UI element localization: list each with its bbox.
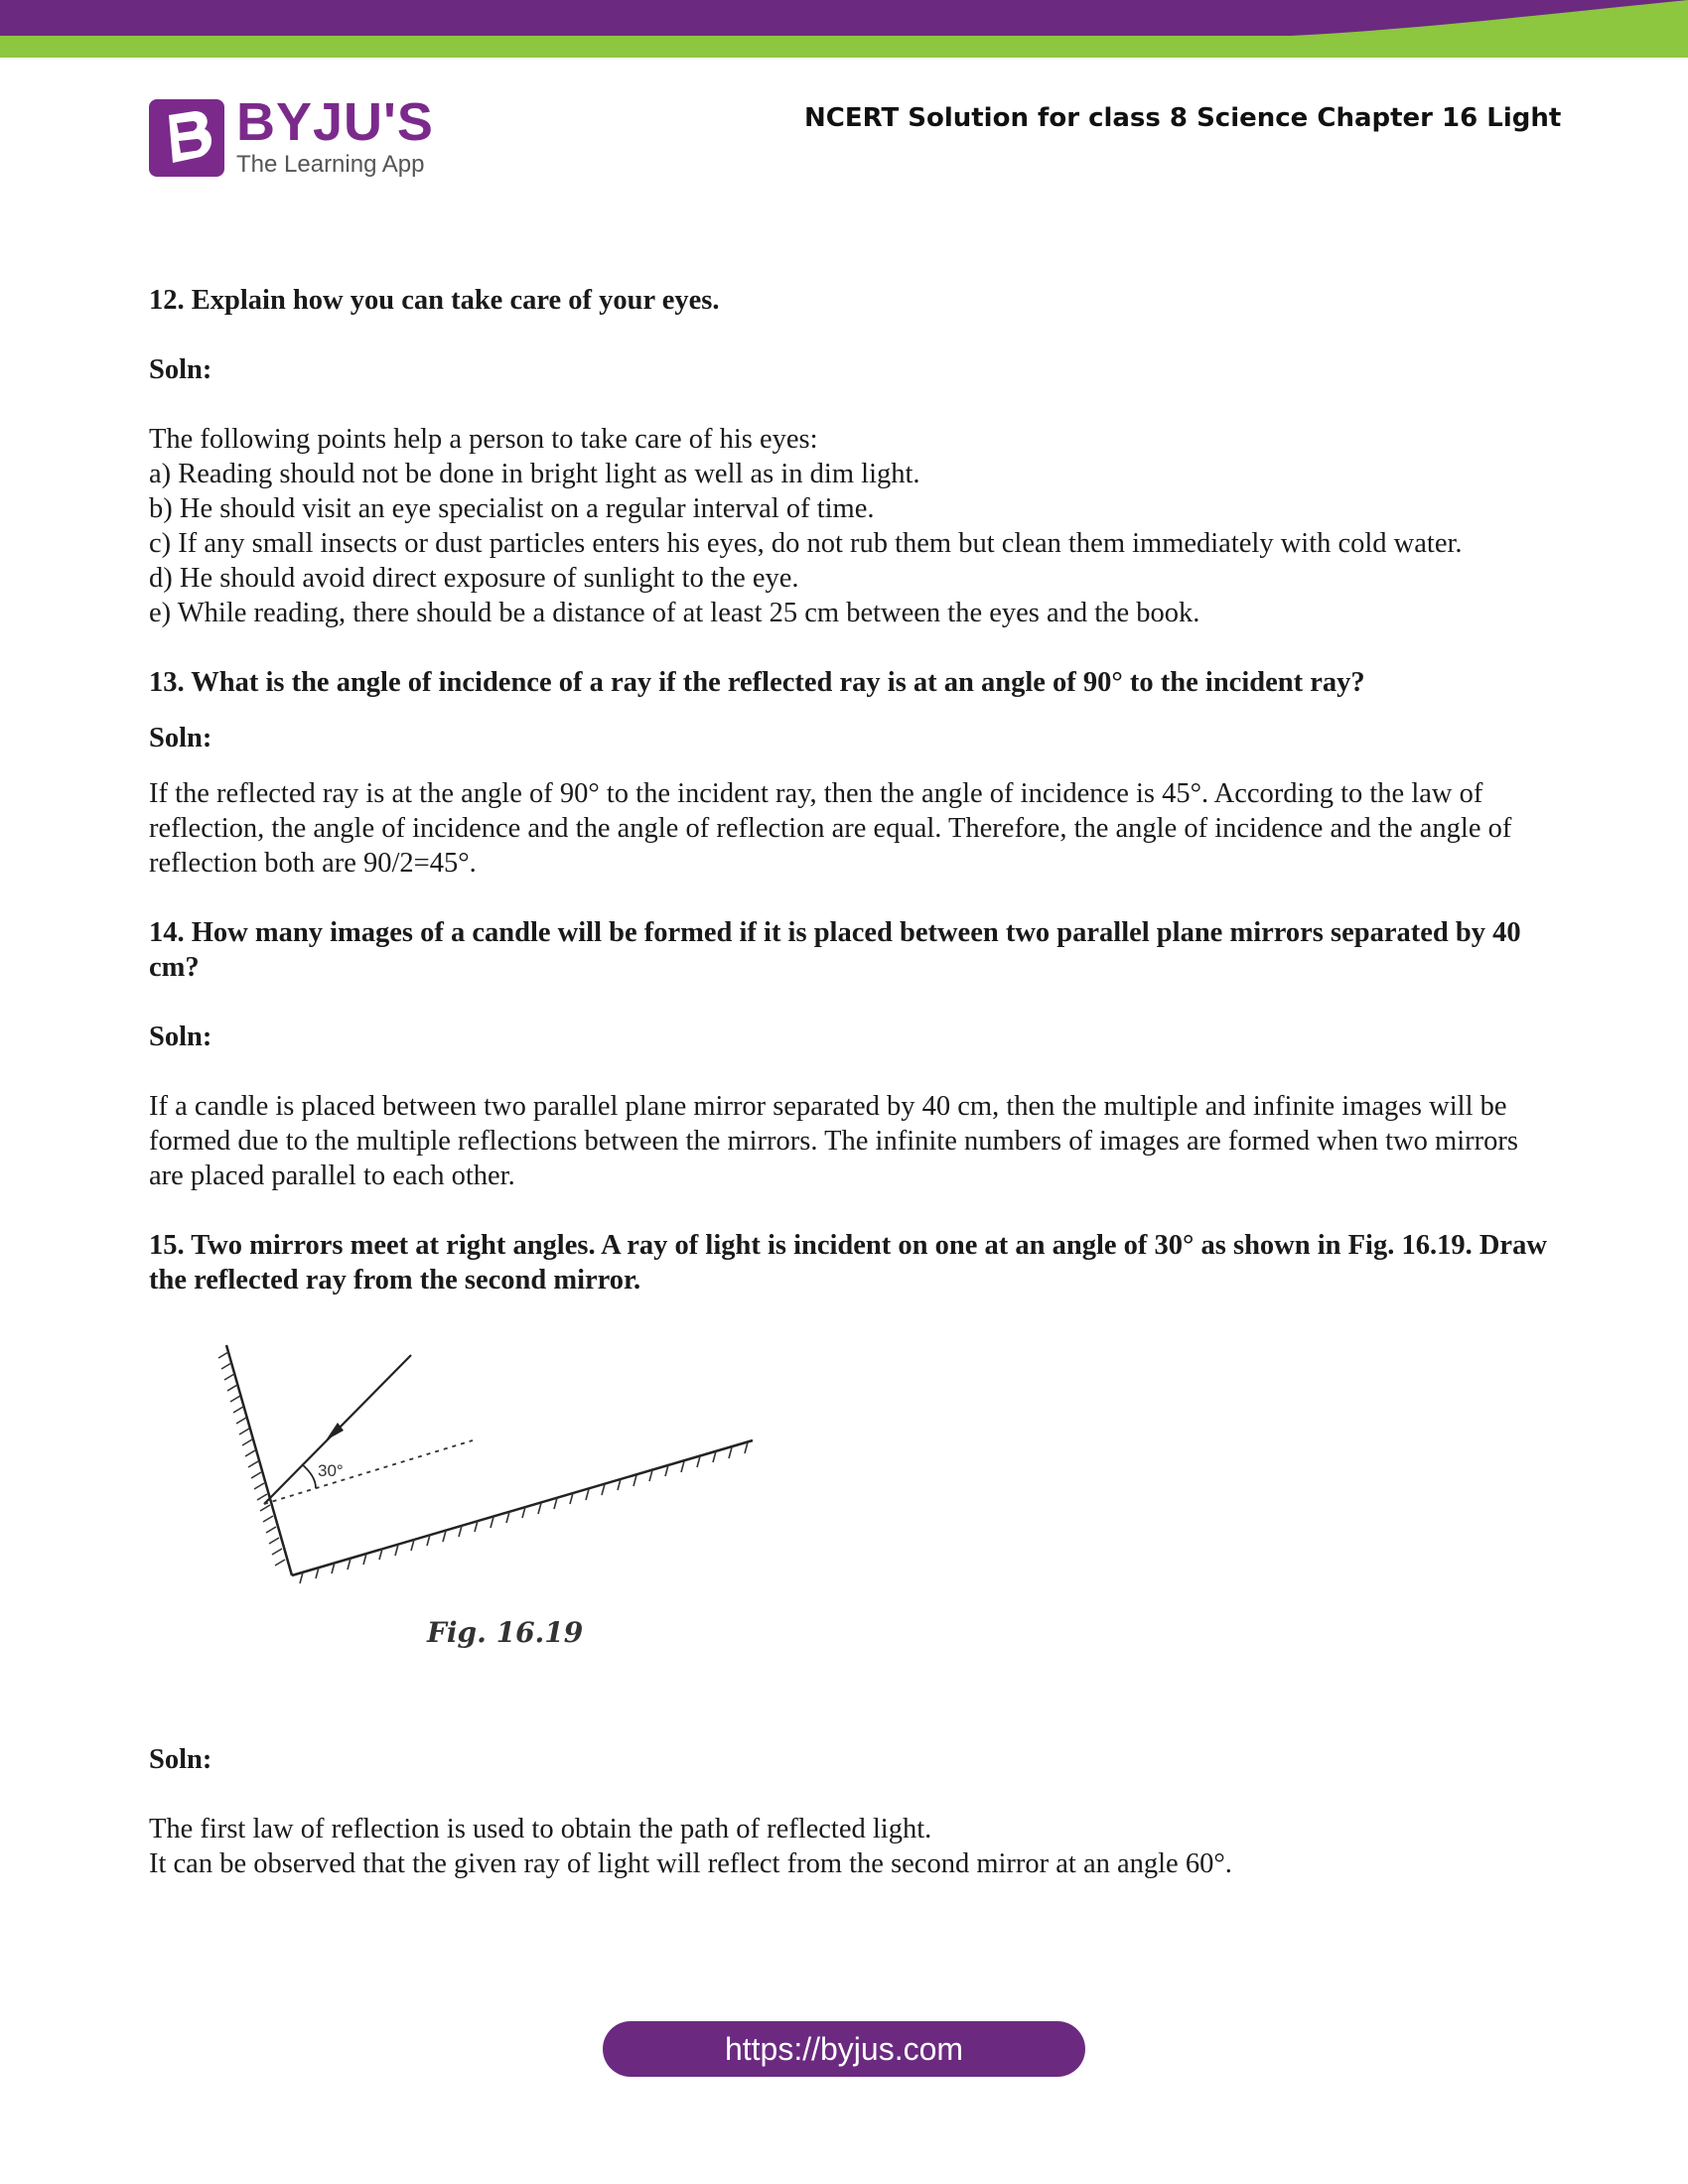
- brand-tagline: The Learning App: [236, 151, 425, 178]
- document-body: [149, 283, 1549, 1881]
- q15-answer-line-2: It can be observed that the given ray of light will reflect from the second mirror at an angle 60°.: [149, 1848, 1232, 1879]
- mirror-1: [226, 1345, 292, 1575]
- mirror-1-hatching: [218, 1352, 285, 1566]
- q12-point-c: c) If any small insects or dust particles enters his eyes, do not rub them but clean them immediately with cold water.: [149, 528, 1463, 559]
- q12-intro: The following points help a person to take care of his eyes:: [149, 424, 818, 455]
- soln-label: Soln:: [149, 723, 212, 753]
- figure-caption: Fig. 16.19: [427, 1616, 584, 1649]
- question-14: 14. How many images of a candle will be formed if it is placed between two parallel plane mirrors separated by 40 cm?: [149, 917, 1521, 983]
- angle-arc: [302, 1464, 316, 1488]
- question-15: 15. Two mirrors meet at right angles. A ray of light is incident on one at an angle of 30° as shown in Fig. 16.19. Draw the reflected ray from the second mirror.: [149, 1230, 1547, 1296]
- q14-answer: If a candle is placed between two parallel plane mirror separated by 40 cm, then the multiple and infinite images will be formed due to the multiple reflections between the mirrors. The infinite numbers of images are formed when two mirrors are placed parallel to each other.: [149, 1091, 1518, 1191]
- mirror-2: [292, 1440, 753, 1575]
- angle-label: 30°: [318, 1461, 344, 1480]
- logo-mark: [149, 99, 224, 177]
- q15-answer-line-1: The first law of reflection is used to obtain the path of reflected light.: [149, 1814, 932, 1844]
- soln-label: Soln:: [149, 1744, 212, 1775]
- soln-label: Soln:: [149, 1022, 212, 1052]
- byjus-logo: [149, 92, 447, 185]
- mirror-diagram: [179, 1325, 824, 1623]
- brand-name: BYJU'S: [236, 92, 434, 152]
- website-link-button[interactable]: https://byjus.com: [603, 2021, 1085, 2077]
- q12-point-d: d) He should avoid direct exposure of sunlight to the eye.: [149, 563, 799, 594]
- header-color-band: [0, 0, 1688, 60]
- mirror-2-hatching: [300, 1442, 748, 1583]
- q12-point-a: a) Reading should not be done in bright light as well as in dim light.: [149, 459, 920, 489]
- question-13: 13. What is the angle of incidence of a ray if the reflected ray is at an angle of 90° to the incident ray?: [149, 667, 1365, 698]
- q12-point-e: e) While reading, there should be a distance of at least 25 cm between the eyes and the book.: [149, 598, 1200, 628]
- soln-label: Soln:: [149, 354, 212, 385]
- page-header-title: NCERT Solution for class 8 Science Chapter 16 Light: [804, 103, 1562, 133]
- q12-point-b: b) He should visit an eye specialist on a regular interval of time.: [149, 493, 875, 524]
- question-12: 12. Explain how you can take care of your eyes.: [149, 285, 720, 316]
- mirror-figure: [179, 1325, 824, 1673]
- q13-answer: If the reflected ray is at the angle of 90° to the incident ray, then the angle of incidence is 45°. According to the law of reflection, the angle of incidence and the angle of reflection are equal. Therefore, the angle of incidence and the angle of reflection both are 90/2=45°.: [149, 778, 1512, 879]
